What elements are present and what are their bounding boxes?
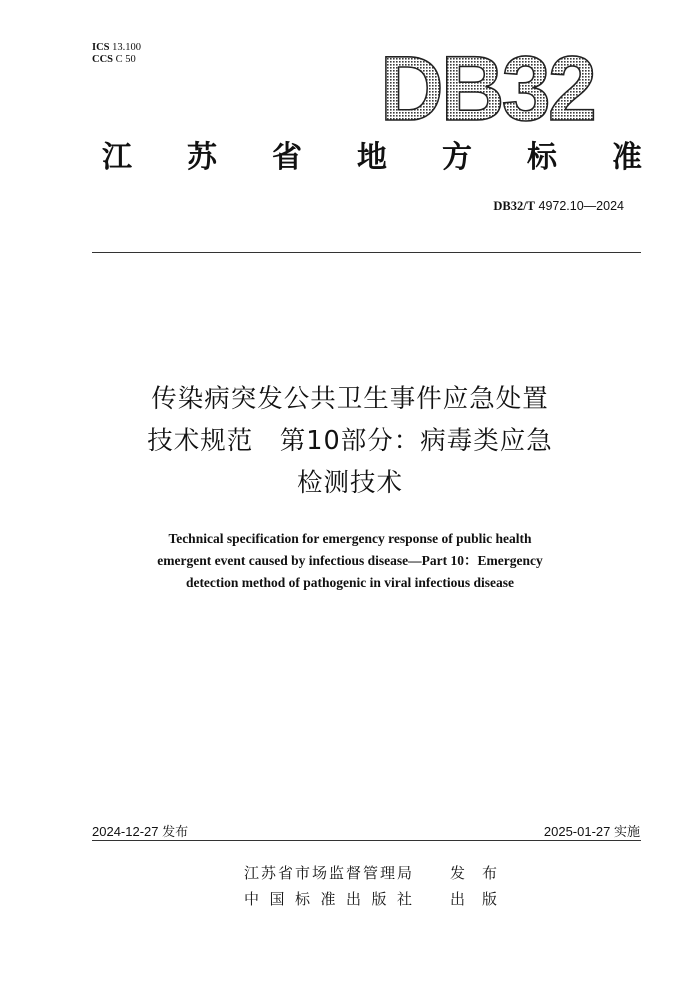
release-date: 2024-12-27 发布 bbox=[92, 824, 189, 839]
ccs-value: C 50 bbox=[115, 54, 136, 65]
ics-label: ICS bbox=[92, 42, 110, 53]
standard-type-char: 标 bbox=[527, 140, 557, 175]
standard-type-char: 苏 bbox=[187, 140, 217, 175]
english-title-line-3: detection method of pathogenic in viral infectious disease bbox=[185, 575, 515, 590]
standard-type-title bbox=[102, 140, 642, 176]
standard-type-char: 准 bbox=[612, 140, 642, 175]
english-title bbox=[60, 528, 640, 594]
english-title-line-2: emergent event caused by infectious disease—Part 10：Emergency bbox=[157, 553, 543, 568]
chinese-title-line-1: 传染病突发公共卫生事件应急处置 bbox=[151, 384, 549, 414]
publisher-action: 出版 bbox=[449, 890, 514, 908]
top-divider bbox=[92, 252, 641, 253]
db32-logo-text: DB32 bbox=[380, 40, 594, 130]
ccs-code bbox=[92, 54, 141, 66]
issuer-row bbox=[244, 862, 514, 883]
chinese-title-line-2: 技术规范 第10部分：病毒类应急 bbox=[147, 426, 553, 456]
issuer-action: 发布 bbox=[449, 864, 514, 882]
standard-type-char: 地 bbox=[357, 140, 387, 175]
standard-type-char: 省 bbox=[272, 140, 302, 175]
issuer-organization: 江苏省市场监督管理局 bbox=[244, 864, 415, 882]
implementation-date: 2025-01-27 实施 bbox=[543, 824, 640, 839]
standard-number-prefix: DB32/T bbox=[493, 199, 536, 213]
publisher-organization: 中国标准出版社 bbox=[244, 890, 423, 908]
english-title-line-1: Technical specification for emergency response of public health bbox=[168, 531, 532, 546]
ccs-label: CCS bbox=[92, 54, 114, 65]
standard-type-char: 江 bbox=[102, 140, 132, 175]
standard-number bbox=[493, 199, 624, 214]
chinese-title-line-3: 检测技术 bbox=[296, 468, 403, 498]
standard-type-char: 方 bbox=[442, 140, 472, 175]
bottom-divider bbox=[92, 840, 641, 841]
publisher-row bbox=[244, 888, 514, 909]
standard-number-value: 4972.10—2024 bbox=[538, 199, 624, 213]
db32-logo bbox=[378, 40, 598, 130]
ics-value: 13.100 bbox=[112, 42, 142, 53]
chinese-title bbox=[60, 378, 640, 504]
ics-code bbox=[92, 42, 141, 54]
classification-codes bbox=[92, 42, 141, 66]
